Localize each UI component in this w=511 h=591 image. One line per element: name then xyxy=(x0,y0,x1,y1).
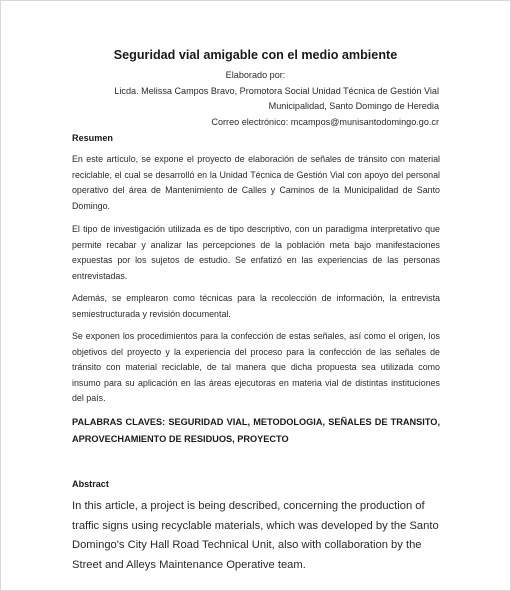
abstract-heading: Abstract xyxy=(72,479,109,489)
summary-paragraph-2: El tipo de investigación utilizada es de tipo descriptivo, con un paradigma interpretativo que permite recabar y analizar las percepciones de la población meta bajo manifestaciones expuestas por los sujetos de estudio. Se enfatizó en las experiencias de las personas entrevistadas. xyxy=(72,224,440,281)
email-line: Correo electrónico: mcampos@munisantodomingo.go.cr xyxy=(211,117,439,127)
abstract-paragraph: In this article, a project is being described, concerning the production of traffic signs using recyclable materials, which was developed by the Santo Domingo's City Hall Road Technical Unit, also with collaboration by the Street and Alleys Maintenance Operative team. xyxy=(72,500,439,571)
document-title: Seguridad vial amigable con el medio ambiente xyxy=(113,48,398,62)
summary-paragraph-3: Además, se emplearon como técnicas para la recolección de información, la entrevista semiestructurada y revisión documental. xyxy=(72,293,440,319)
summary-paragraph-4: Se exponen los procedimientos para la confección de estas señales, así como el origen, los objetivos del proyecto y la experiencia del proceso para la confección de las señales de tránsito con material reciclable, de tal manera que dicha propuesta sea utilizada como insumo para su aplicación en las áreas ejecutoras en materia vial de distintas instituciones del país. xyxy=(72,331,440,404)
author-line-1: Licda. Melissa Campos Bravo, Promotora Social Unidad Técnica de Gestión Vial xyxy=(114,86,439,96)
prepared-by-label: Elaborado por: xyxy=(225,70,286,80)
keywords-line: PALABRAS CLAVES: SEGURIDAD VIAL, METODOLOGIA, SEÑALES DE TRANSITO, APROVECHAMIENTO DE RESIDUOS, PROYECTO xyxy=(72,417,440,444)
author-line-2: Municipalidad, Santo Domingo de Heredia xyxy=(268,101,439,111)
summary-heading: Resumen xyxy=(72,133,113,143)
summary-paragraph-1: En este artículo, se expone el proyecto de elaboración de señales de tránsito con material reciclable, el cual se desarrolló en la Unidad Técnica de Gestión Vial con apoyo del personal operativo del área de Mantenimiento de Calles y Caminos de la Municipalidad de Santo Domingo. xyxy=(72,154,440,211)
